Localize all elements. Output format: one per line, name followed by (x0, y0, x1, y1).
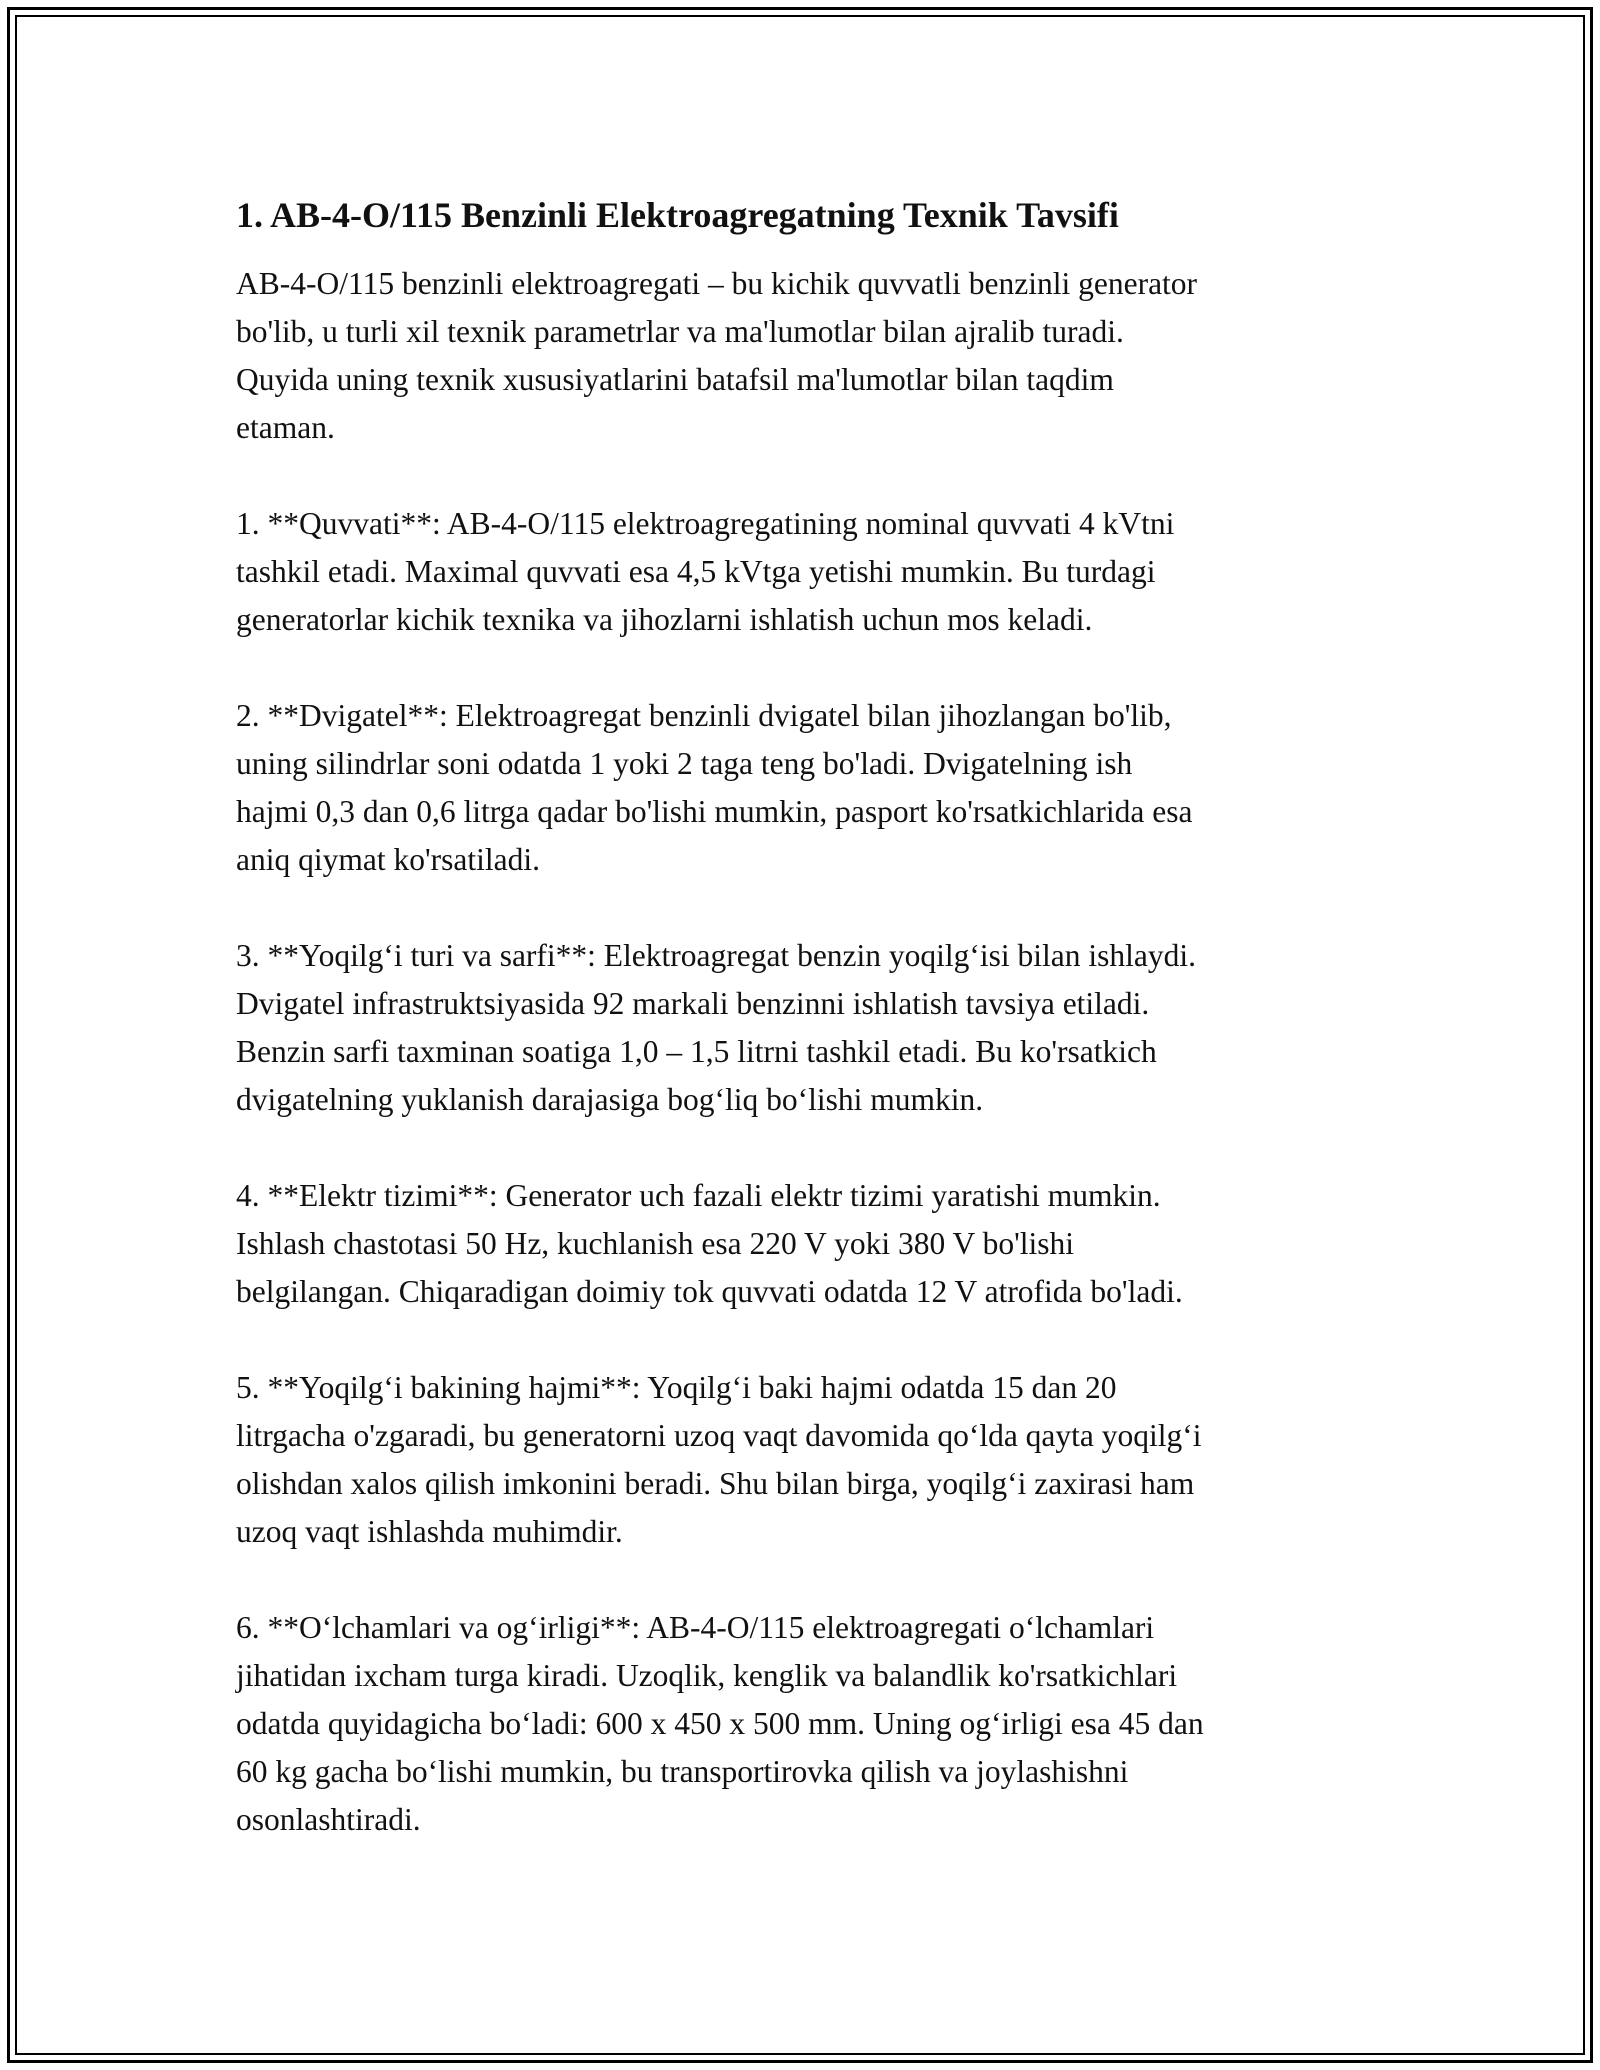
text-line: bo'lib, u turli xil texnik parametrlar va ma'lumotlar bilan ajralib turadi. (236, 314, 1124, 349)
text-line: 3. **Yoqilg‘i turi va sarfi**: Elektroagregat benzin yoqilg‘isi bilan ishlaydi. (236, 938, 1197, 973)
text-line: uzoq vaqt ishlashda muhimdir. (236, 1514, 623, 1549)
dimensions-paragraph (236, 1604, 1366, 1844)
text-line: Quyida uning texnik xususiyatlarini batafsil ma'lumotlar bilan taqdim (236, 362, 1114, 397)
engine-paragraph (236, 692, 1366, 884)
text-line: litrgacha o'zgaradi, bu generatorni uzoq vaqt davomida qo‘lda qayta yoqilg‘i (236, 1418, 1202, 1453)
text-line: aniq qiymat ko'rsatiladi. (236, 842, 540, 877)
text-line: 2. **Dvigatel**: Elektroagregat benzinli dvigatel bilan jihozlangan bo'lib, (236, 698, 1172, 733)
text-line: uning silindrlar soni odatda 1 yoki 2 taga teng bo'ladi. Dvigatelning ish (236, 746, 1133, 781)
text-line: jihatidan ixcham turga kiradi. Uzoqlik, kenglik va balandlik ko'rsatkichlari (236, 1658, 1178, 1693)
text-line: tashkil etadi. Maximal quvvati esa 4,5 kVtga yetishi mumkin. Bu turdagi (236, 554, 1156, 589)
document-title: 1. AB-4-O/115 Benzinli Elektroagregatning Texnik Tavsifi (236, 195, 1119, 235)
text-line: generatorlar kichik texnika va jihozlarni ishlatish uchun mos keladi. (236, 602, 1093, 637)
text-line: Benzin sarfi taxminan soatiga 1,0 – 1,5 litrni tashkil etadi. Bu ko'rsatkich (236, 1034, 1157, 1069)
text-line: hajmi 0,3 dan 0,6 litrga qadar bo'lishi mumkin, pasport ko'rsatkichlarida esa (236, 794, 1193, 829)
fuel-tank-paragraph (236, 1364, 1366, 1556)
text-line: dvigatelning yuklanish darajasiga bog‘liq bo‘lishi mumkin. (236, 1082, 984, 1117)
text-line: belgilangan. Chiqaradigan doimiy tok quvvati odatda 12 V atrofida bo'ladi. (236, 1274, 1183, 1309)
power-paragraph (236, 500, 1366, 644)
text-line: 1. **Quvvati**: AB-4-O/115 elektroagregatining nominal quvvati 4 kVtni (236, 506, 1175, 541)
text-line: osonlashtiradi. (236, 1802, 421, 1837)
intro-paragraph (236, 260, 1366, 452)
text-line: Ishlash chastotasi 50 Hz, kuchlanish esa 220 V yoki 380 V bo'lishi (236, 1226, 1075, 1261)
text-line: etaman. (236, 410, 335, 445)
text-line: olishdan xalos qilish imkonini beradi. Shu bilan birga, yoqilg‘i zaxirasi ham (236, 1466, 1195, 1501)
text-line: AB-4-O/115 benzinli elektroagregati – bu kichik quvvatli benzinli generator (236, 266, 1198, 301)
text-line: 6. **O‘lchamlari va og‘irligi**: AB-4-O/115 elektroagregati o‘lchamlari (236, 1610, 1155, 1645)
text-line: 60 kg gacha bo‘lishi mumkin, bu transportirovka qilish va joylashishni (236, 1754, 1129, 1789)
text-line: Dvigatel infrastruktsiyasida 92 markali benzinni ishlatish tavsiya etiladi. (236, 986, 1150, 1021)
text-line: 5. **Yoqilg‘i bakining hajmi**: Yoqilg‘i baki hajmi odatda 15 dan 20 (236, 1370, 1117, 1405)
document-body (236, 190, 1366, 1892)
text-line: 4. **Elektr tizimi**: Generator uch fazali elektr tizimi yaratishi mumkin. (236, 1178, 1161, 1213)
text-line: odatda quyidagicha bo‘ladi: 600 x 450 x 500 mm. Uning og‘irligi esa 45 dan (236, 1706, 1204, 1741)
fuel-paragraph (236, 932, 1366, 1124)
electrical-paragraph (236, 1172, 1366, 1316)
